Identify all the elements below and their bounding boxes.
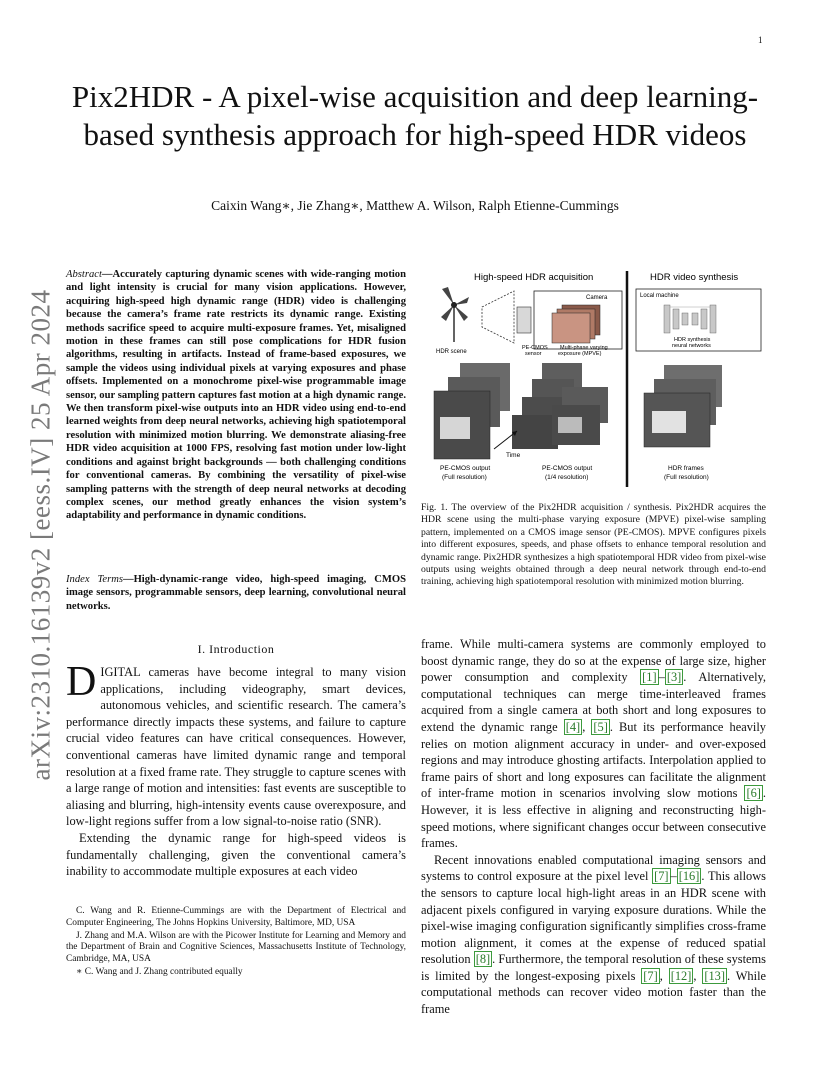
intro-paragraph-1: IGITAL cameras have become integral to many vision applications, including videography, smart devices, autonomous vehicles, and scientific research. The camera’s performance directly impacts these systems, and failure to capture crucial video features can have critical consequences. However, conventional cameras have limited dynamic range and temporal resolution at a fixed frame rate. They struggle to capture scenes with a large range of motion and intensities: fast events are susceptible to aliasing and blurring, high-intensity events cause overexposure, and low-light regions suffer from a low signal-to-noise ratio (SNR).	[66, 665, 406, 829]
footnote: ∗ C. Wang and J. Zhang contributed equally	[76, 966, 243, 977]
fig-network-icon	[664, 305, 716, 333]
fig-sensor-icon	[517, 307, 531, 333]
paper-title: Pix2HDR - A pixel-wise acquisition and deep learning-based synthesis approach for high-speed HDR videos	[71, 79, 759, 152]
fig-sensor-label-2: sensor	[525, 351, 542, 357]
fig-local-machine-label: Local machine	[640, 293, 679, 299]
fig-left-heading: High-speed HDR acquisition	[474, 272, 594, 283]
fig-camera-label: Camera	[586, 295, 608, 301]
fig-hdr-frames	[644, 365, 722, 447]
footnote: J. Zhang and M.A. Wilson are with the Picower Institute for Learning and Memory and the Department of Brain and Cognitive Sciences, Massachusetts Institute of Technology, Cambridge, MA, USA	[66, 930, 406, 965]
index-terms	[66, 573, 406, 613]
fig-hdr-scene: HDR scene	[436, 349, 467, 355]
citation-link[interactable]: [8]	[475, 952, 491, 967]
figure-caption: Fig. 1. The overview of the Pix2HDR acquisition / synthesis. Pix2HDR acquires the HDR scene using the multi-phase varying exposure (MPVE) pixel-wise sampling pattern, implemented on a CMOS image sensor (PE-CMOS). MPVE configures pixels into different exposures, speeds, and phase offsets to enhance temporal resolution and dynamic range. Pix2HDR synthesizes a high spatiotemporal HDR video from pixel-wise outputs using weights obtained through a deep neural network through end-to-end training, achieving high spatiotemporal resolution with minimized motion blurring.	[421, 502, 766, 588]
page-number: 1	[758, 35, 763, 45]
abstract-label: Abstract	[66, 269, 102, 280]
fig-out1-line2: (Full resolution)	[442, 474, 487, 481]
citation-link[interactable]: [12]	[670, 968, 692, 983]
abstract-text: —Accurately capturing dynamic scenes with wide-ranging motion and light intensity is crucial for many vision applications. However, acquiring high-speed high dynamic range (HDR) video is challenging because the camera’s frame rate restricts its dynamic range. Existing methods sacrifice speed to acquire multi-exposure frames. Yet, misaligned motion in these frames can still pose complications for HDR fusion algorithms, resulting in artifacts. Instead of frame-based exposures, we sample the videos using individual pixels at varying exposures and phase offsets. Implemented on a monochrome pixel-wise programmable image sensor, our sampling pattern captures fast motion at a high dynamic range. We then transform pixel-wise outputs into an HDR video using end-to-end learned weights from deep neural networks, achieving high spatiotemporal resolution with minimized motion blurring. We demonstrate aliasing-free HDR video acquisition at 1000 FPS, resolving fast motion under low-light conditions and against bright backgrounds — both challenging conditions for conventional cameras. By combining the versatility of pixel-wise sampling patterns with the strength of deep neural networks at decoding complex scenes, our method greatly enhances the vision system’s adaptability and performance in dynamic conditions.	[66, 269, 406, 522]
fig-sensor-label-1: PE-CMOS	[522, 345, 548, 351]
citation-link[interactable]: [16]	[678, 869, 700, 884]
footnotes	[66, 906, 406, 980]
citation-link[interactable]: [7]	[654, 869, 669, 884]
citation-link[interactable]: [13]	[704, 968, 725, 983]
right-paragraph-1: frame. While multi-camera systems are commonly employed to boost dynamic range, they do so at the expense of large size, higher power consumption and complexity [1] – [3] . Alternatively, computational techniques can merge time-interleaved frames acquired from a single camera at both short and long exposures to extend the dynamic range [4] , [5] . But its performance heavily relies on motion alignment accuracy in under- and over-exposed regions and may introduce ghosting artifacts. Interpolation applied to frame pairs of short and long exposures can facilitate the alignment of inter-frame motion in scenarios involving slow motions [6] . However, it is less effective in aligning and reconstructing high-speed motions, where significant changes occur between consecutive frames.	[421, 637, 766, 851]
arxiv-stamp-text: arXiv:2310.16139v2 [eess.IV] 25 Apr 2024	[25, 289, 56, 781]
fig-time-label: Time	[506, 452, 521, 459]
intro-paragraph-2: Extending the dynamic range for high-speed videos is fundamentally challenging, given the conventional camera’s inability to accommodate multiple exposures at each video	[66, 830, 406, 879]
citation-link[interactable]: [1]	[642, 670, 657, 685]
fan-icon	[441, 287, 469, 342]
section-heading: I. Introduction	[197, 642, 275, 656]
citation-link[interactable]: [5]	[593, 719, 608, 734]
abstract	[66, 268, 406, 523]
fig-out3-line2: (Full resolution)	[664, 474, 709, 481]
figure-1	[422, 267, 767, 492]
fig-out2-line2: (1/4 resolution)	[545, 474, 589, 481]
index-terms-text: —High-dynamic-range video, high-speed imaging, CMOS image sensors, programmable sensors, deep learning, convolutional neural networks.	[66, 574, 406, 612]
right-column-text	[421, 636, 766, 1018]
introduction	[66, 659, 406, 880]
index-terms-label: Index Terms	[66, 574, 123, 585]
fig-out2-line1: PE-CMOS output	[542, 465, 593, 472]
right-paragraph-2: Recent innovations enabled computational imaging sensors and systems to control exposure at the pixel level [7] – [16] . This allows the sensors to capture local high-light areas in an HDR scene with adjacent pixels configured in varying exposure durations. While the pixel-wise imaging configuration significantly simplifies cross-frame motion alignment, it comes at the expense of reduced spatial resolution [8] . Furthermore, the temporal resolution of these systems is limited by the longest-exposing pixels [7] , [12] , [13] . While computational methods can recover video motion faster than the frame	[421, 852, 767, 1017]
citation-link[interactable]: [4]	[565, 719, 581, 734]
fig-output-fullres-frames	[434, 363, 510, 459]
drop-cap: D	[66, 659, 97, 705]
arxiv-stamp	[18, 290, 64, 780]
citation-link[interactable]: [3]	[666, 670, 682, 685]
fig-mpve-stack	[552, 305, 600, 343]
citation-link[interactable]: [7]	[643, 968, 658, 983]
footnote: C. Wang and R. Etienne-Cummings are with the Department of Electrical and Computer Engineering, The Johns Hopkins University, Baltimore, MD, USA	[66, 906, 406, 928]
fig-output-quarter-frames	[512, 363, 608, 449]
fig-mpve-label-2: exposure (MPVE)	[558, 351, 602, 357]
fig-right-heading: HDR video synthesis	[650, 272, 739, 283]
citation-link[interactable]: [6]	[746, 786, 761, 801]
fig-out1-line1: PE-CMOS output	[440, 465, 491, 472]
fig-out3-line1: HDR frames	[668, 465, 704, 472]
authors: Caixin Wang∗, Jie Zhang∗, Matthew A. Wilson, Ralph Etienne-Cummings	[211, 198, 619, 213]
fig-lens-cone	[482, 291, 514, 343]
fig-mpve-label-1: Multi-phase varying	[560, 345, 608, 351]
fig-nn-label-1: HDR synthesis	[674, 337, 711, 343]
fig-nn-label-2: neural networks	[672, 343, 711, 349]
